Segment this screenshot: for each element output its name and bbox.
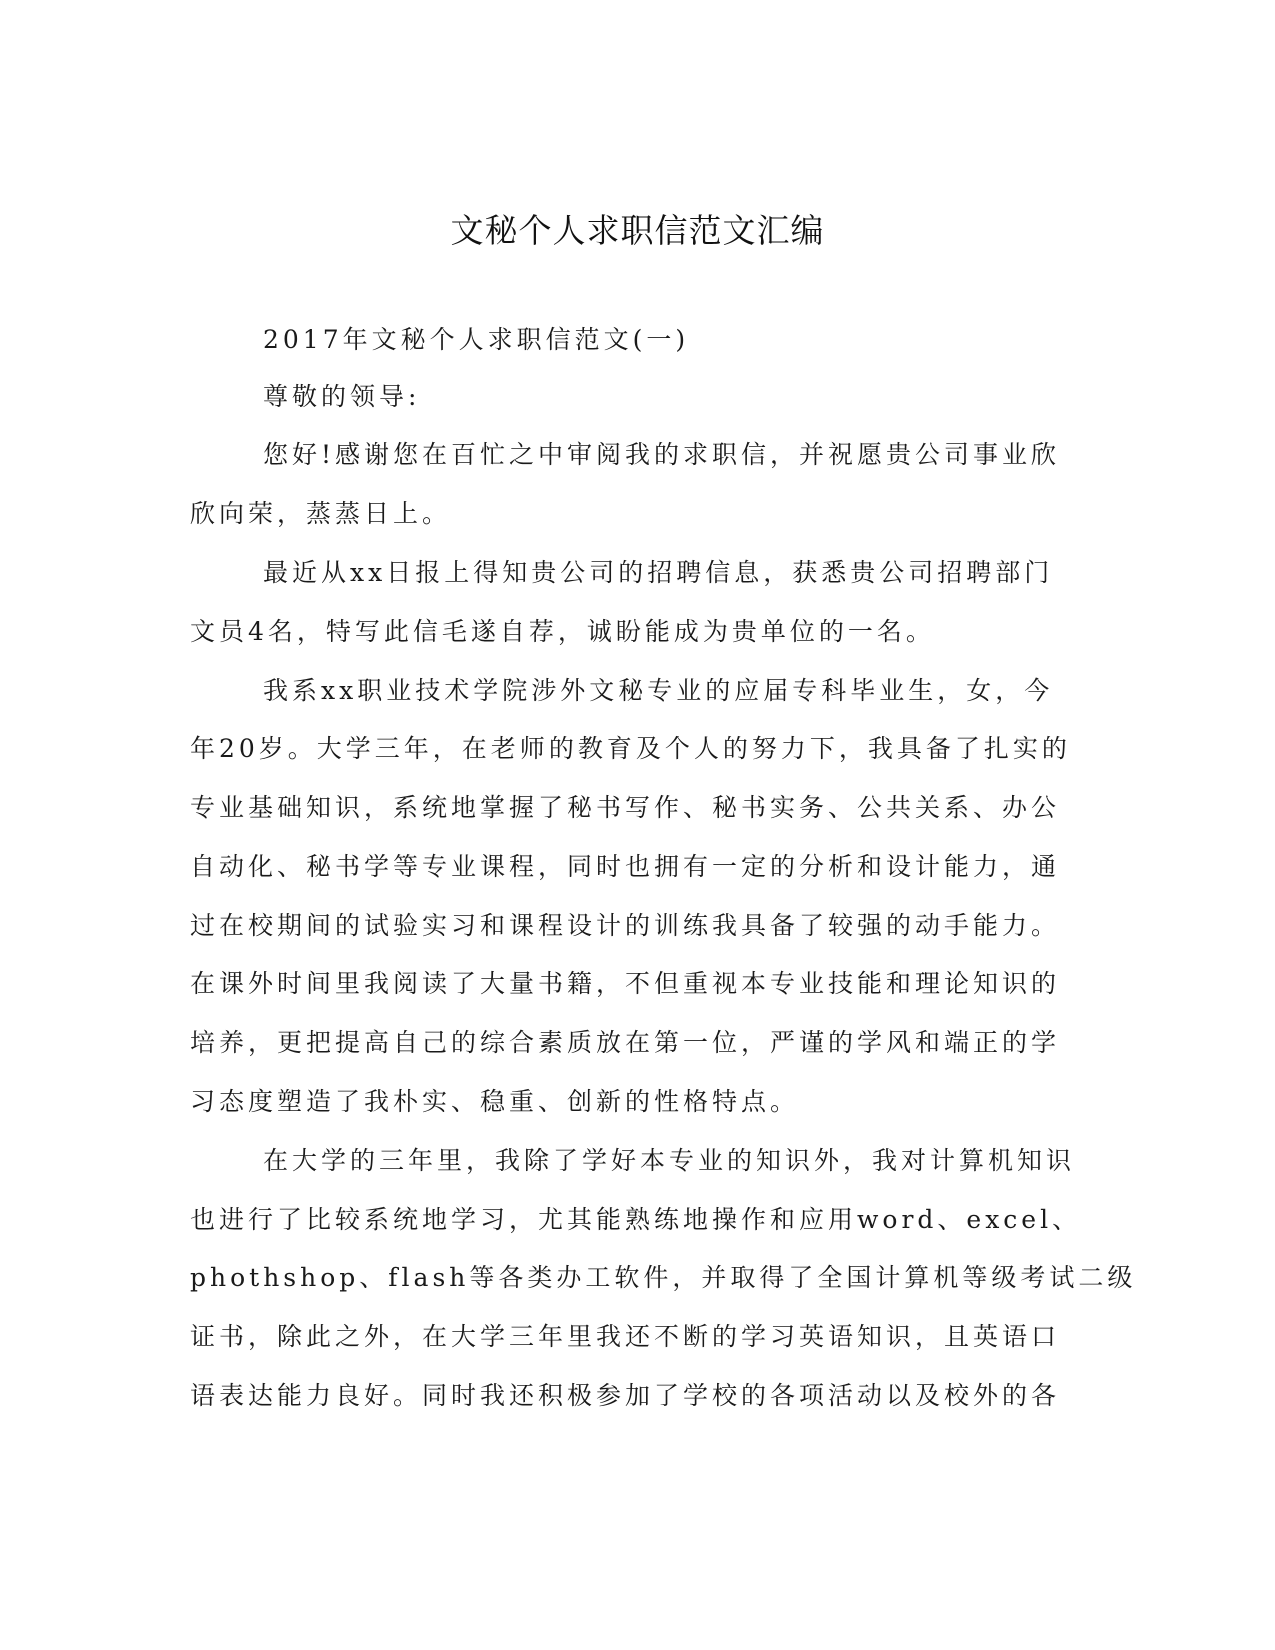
paragraph-line: 欣向荣，蒸蒸日上。 [190, 499, 452, 528]
paragraph-line: 文员4名，特写此信毛遂自荐，诚盼能成为贵单位的一名。 [190, 617, 935, 646]
section-heading: 2017年文秘个人求职信范文(一) [263, 325, 690, 354]
paragraph-line: 在大学的三年里，我除了学好本专业的知识外，我对计算机知识 [263, 1146, 1076, 1175]
document-title: 文秘个人求职信范文汇编 [450, 211, 825, 250]
paragraph-line: 也进行了比较系统地学习，尤其能熟练地操作和应用word、excel、 [190, 1205, 1082, 1234]
paragraph-line: 年20岁。大学三年，在老师的教育及个人的努力下，我具备了扎实的 [190, 734, 1071, 763]
paragraph-line: 自动化、秘书学等专业课程，同时也拥有一定的分析和设计能力，通 [190, 852, 1061, 881]
paragraph-line: 过在校期间的试验实习和课程设计的训练我具备了较强的动手能力。 [190, 911, 1061, 940]
paragraph-line: phothshop、flash等各类办工软件，并取得了全国计算机等级考试二级 [190, 1263, 1137, 1292]
salutation: 尊敬的领导: [263, 382, 421, 411]
paragraph-line: 语表达能力良好。同时我还积极参加了学校的各项活动以及校外的各 [190, 1381, 1061, 1410]
paragraph-line: 专业基础知识，系统地掌握了秘书写作、秘书实务、公共关系、办公 [190, 793, 1061, 822]
paragraph-line: 我系xx职业技术学院涉外文秘专业的应届专科毕业生，女，今 [263, 676, 1054, 705]
paragraph-line: 习态度塑造了我朴实、稳重、创新的性格特点。 [190, 1087, 800, 1116]
paragraph-line: 您好!感谢您在百忙之中审阅我的求职信，并祝愿贵公司事业欣 [263, 440, 1061, 469]
paragraph-line: 证书，除此之外，在大学三年里我还不断的学习英语知识，且英语口 [190, 1322, 1061, 1351]
paragraph-line: 在课外时间里我阅读了大量书籍，不但重视本专业技能和理论知识的 [190, 969, 1061, 998]
paragraph-line: 培养，更把提高自己的综合素质放在第一位，严谨的学风和端正的学 [190, 1028, 1061, 1057]
paragraph-line: 最近从xx日报上得知贵公司的招聘信息，获悉贵公司招聘部门 [263, 558, 1054, 587]
